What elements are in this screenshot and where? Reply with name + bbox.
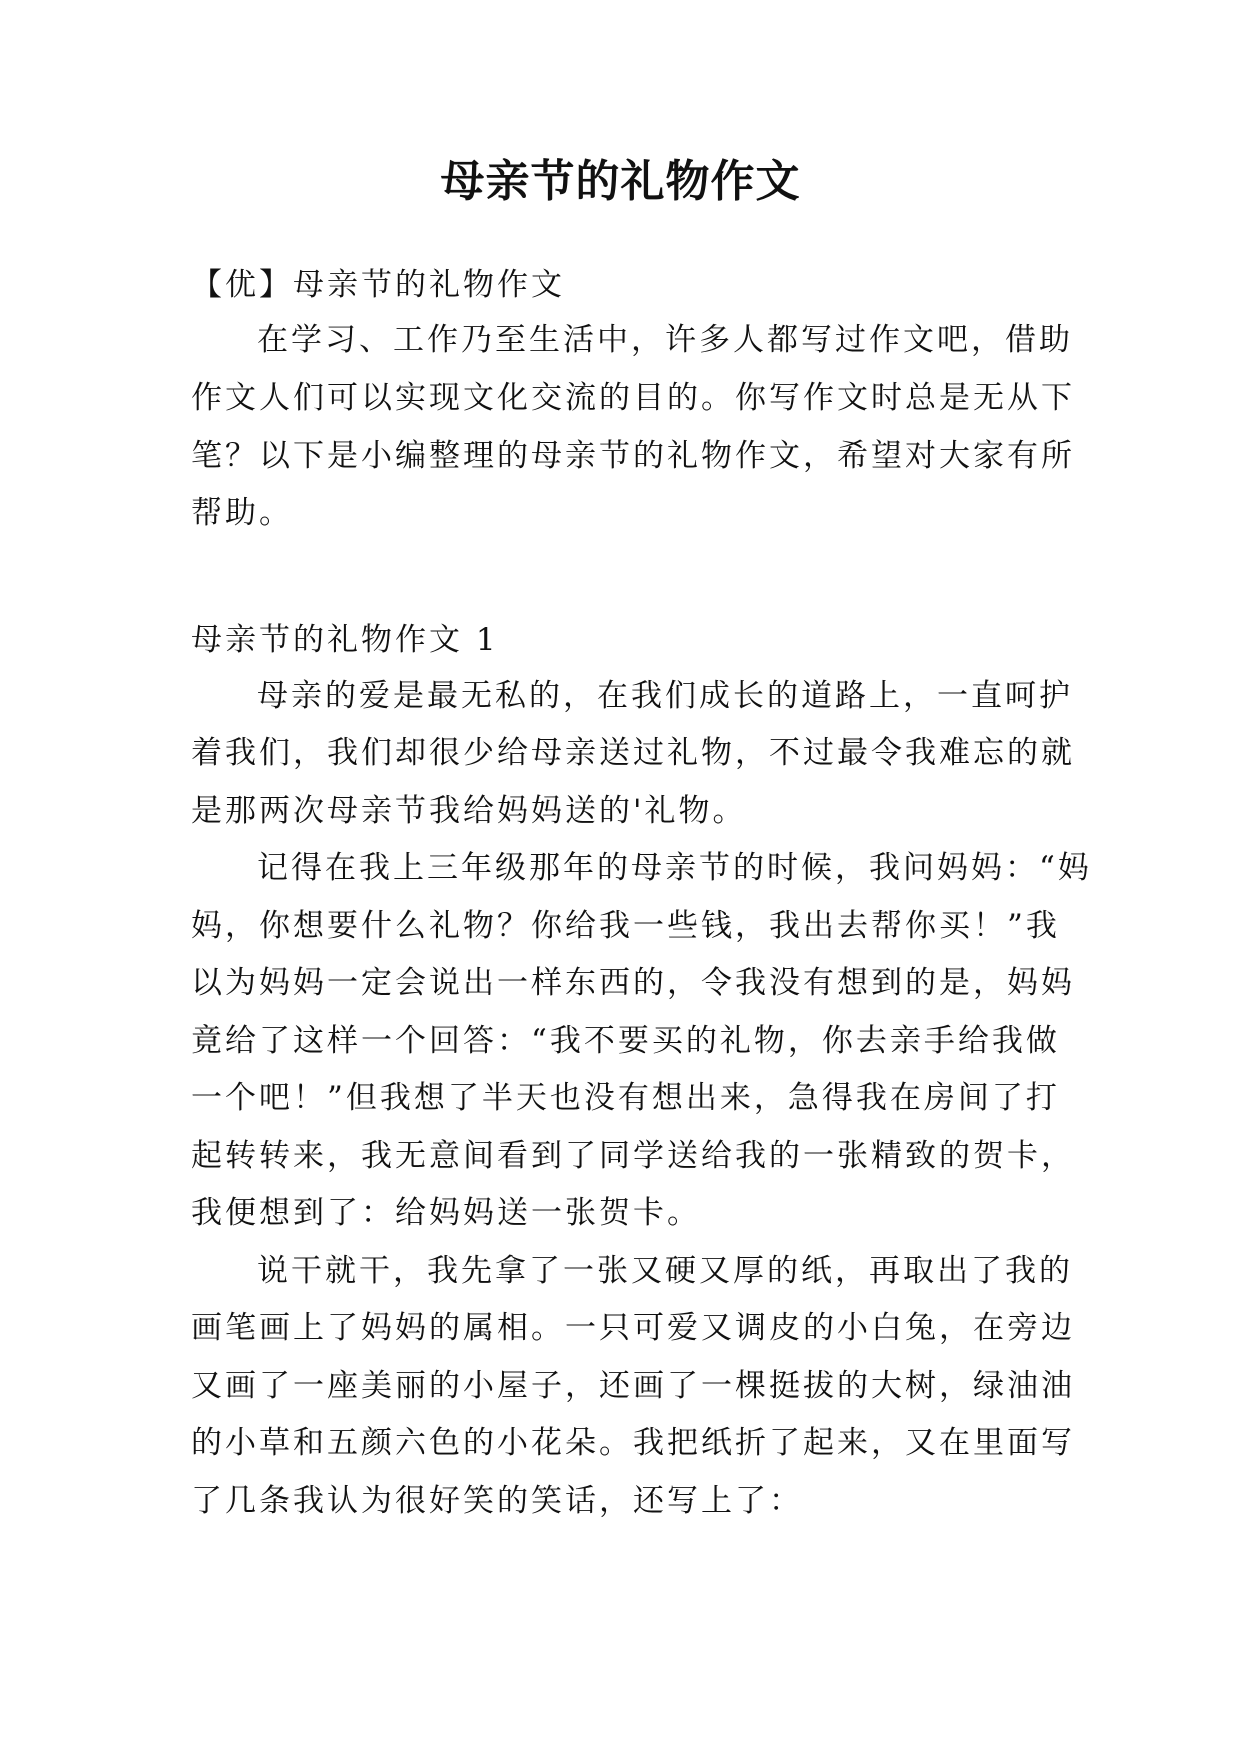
paragraph2-line: 竟给了这样一个回答：“我不要买的礼物，你去亲手给我做	[191, 1023, 1060, 1059]
intro-line: 作文人们可以实现文化交流的目的。你写作文时总是无从下	[191, 380, 1075, 416]
paragraph3-line: 了几条我认为很好笑的笑话，还写上了：	[191, 1483, 803, 1519]
paragraph2-line: 以为妈妈一定会说出一样东西的，令我没有想到的是，妈妈	[191, 965, 1075, 1001]
paragraph3-line: 又画了一座美丽的小屋子，还画了一棵挺拔的大树，绿油油	[191, 1368, 1075, 1404]
paragraph2-line: 记得在我上三年级那年的母亲节的时候，我问妈妈：“妈	[257, 850, 1092, 886]
paragraph2-line: 妈，你想要什么礼物？你给我一些钱，我出去帮你买！”我	[191, 908, 1060, 944]
intro-line: 在学习、工作乃至生活中，许多人都写过作文吧，借助	[257, 322, 1073, 358]
paragraph1-line: 着我们，我们却很少给母亲送过礼物，不过最令我难忘的就	[191, 735, 1075, 771]
paragraph2-line: 起转转来，我无意间看到了同学送给我的一张精致的贺卡，	[191, 1138, 1075, 1174]
paragraph3-line: 的小草和五颜六色的小花朵。我把纸折了起来，又在里面写	[191, 1425, 1075, 1461]
section-heading: 母亲节的礼物作文 1	[191, 622, 499, 658]
intro-line: 笔？以下是小编整理的母亲节的礼物作文，希望对大家有所	[191, 438, 1075, 474]
paragraph2-line: 一个吧！”但我想了半天也没有想出来，急得我在房间了打	[191, 1080, 1060, 1116]
paragraph3-line: 画笔画上了妈妈的属相。一只可爱又调皮的小白兔，在旁边	[191, 1310, 1075, 1346]
intro-line: 帮助。	[191, 495, 293, 531]
document-subtitle: 【优】母亲节的礼物作文	[191, 267, 565, 303]
paragraph2-line: 我便想到了：给妈妈送一张贺卡。	[191, 1195, 701, 1231]
document-title: 母亲节的礼物作文	[440, 156, 801, 207]
paragraph1-line: 母亲的爱是最无私的，在我们成长的道路上，一直呵护	[257, 678, 1073, 714]
paragraph1-line: 是那两次母亲节我给妈妈送的'礼物。	[191, 793, 747, 829]
paragraph3-line: 说干就干，我先拿了一张又硬又厚的纸，再取出了我的	[257, 1253, 1073, 1289]
